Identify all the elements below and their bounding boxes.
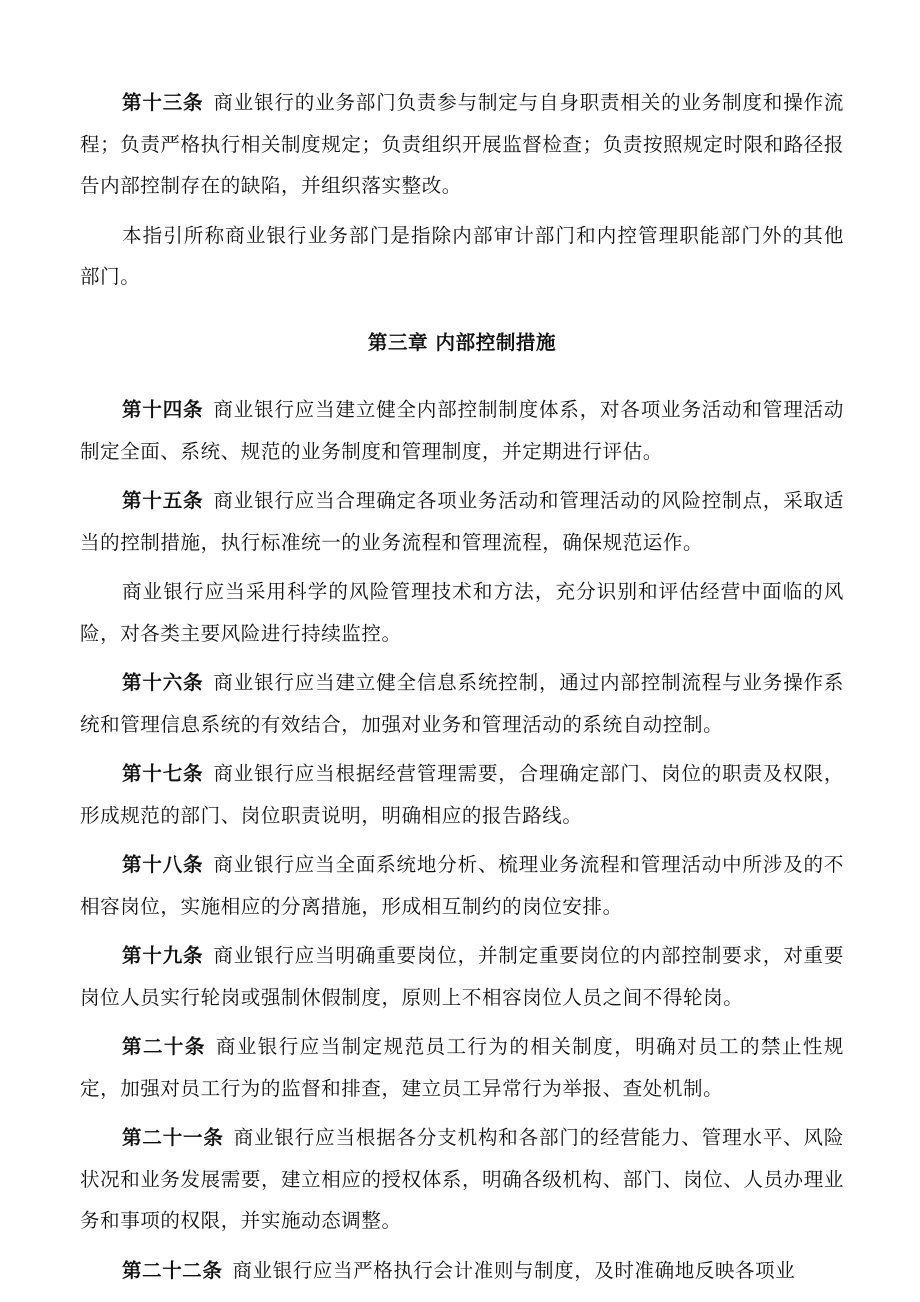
article-20 bbox=[80, 1026, 844, 1109]
article-label: 第十五条 bbox=[122, 489, 204, 512]
paragraph-text: 商业银行应当采用科学的风险管理技术和方法，充分识别和评估经营中面临的风险，对各类主要风险进行持续监控。 bbox=[80, 580, 844, 645]
article-19 bbox=[80, 935, 844, 1018]
article-18 bbox=[80, 844, 844, 927]
article-label: 第十九条 bbox=[122, 944, 204, 967]
article-label: 第十四条 bbox=[122, 398, 204, 421]
article-text: 商业银行应当根据经营管理需要，合理确定部门、岗位的职责及权限，形成规范的部门、岗位职责说明，明确相应的报告路线。 bbox=[80, 762, 844, 827]
article-text: 商业银行应当根据各分支机构和各部门的经营能力、管理水平、风险状况和业务发展需要，建立相应的授权体系，明确各级机构、部门、岗位、人员办理业务和事项的权限，并实施动态调整。 bbox=[80, 1126, 844, 1232]
article-22 bbox=[80, 1250, 844, 1292]
article-14 bbox=[80, 389, 844, 472]
article-17 bbox=[80, 753, 844, 836]
article-text: 商业银行应当明确重要岗位，并制定重要岗位的内部控制要求，对重要岗位人员实行轮岗或强制休假制度，原则上不相容岗位人员之间不得轮岗。 bbox=[80, 944, 844, 1009]
definition-paragraph bbox=[80, 215, 844, 298]
article-label: 第十三条 bbox=[122, 91, 204, 114]
article-text: 商业银行应当合理确定各项业务活动和管理活动的风险控制点，采取适当的控制措施，执行标准统一的业务流程和管理流程，确保规范运作。 bbox=[80, 489, 844, 554]
article-15 bbox=[80, 480, 844, 563]
chapter-heading: 第三章 内部控制措施 bbox=[367, 330, 557, 354]
article-label: 第十八条 bbox=[122, 853, 204, 876]
article-21 bbox=[80, 1117, 844, 1242]
paragraph-text: 本指引所称商业银行业务部门是指除内部审计部门和内控管理职能部门外的其他部门。 bbox=[80, 223, 844, 288]
article-text: 商业银行应当全面系统地分析、梳理业务流程和管理活动中所涉及的不相容岗位，实施相应的分离措施，形成相互制约的岗位安排。 bbox=[80, 853, 844, 918]
article-label: 第十六条 bbox=[122, 671, 204, 694]
article-text: 商业银行应当制定规范员工行为的相关制度，明确对员工的禁止性规定，加强对员工行为的监督和排查，建立员工异常行为举报、查处机制。 bbox=[80, 1035, 844, 1100]
article-text: 商业银行的业务部门负责参与制定与自身职责相关的业务制度和操作流程；负责严格执行相关制度规定；负责组织开展监督检查；负责按照规定时限和路径报告内部控制存在的缺陷，并组织落实整改。 bbox=[80, 91, 844, 197]
article-label: 第二十一条 bbox=[122, 1126, 224, 1149]
article-16 bbox=[80, 662, 844, 745]
article-label: 第十七条 bbox=[122, 762, 204, 785]
article-15-paragraph-2 bbox=[80, 571, 844, 654]
article-text: 商业银行应当建立健全信息系统控制，通过内部控制流程与业务操作系统和管理信息系统的有效结合，加强对业务和管理活动的系统自动控制。 bbox=[80, 671, 844, 736]
article-text: 商业银行应当严格执行会计准则与制度，及时准确地反映各项业 bbox=[232, 1258, 796, 1282]
article-text: 商业银行应当建立健全内部控制制度体系，对各项业务活动和管理活动制定全面、系统、规范的业务制度和管理制度，并定期进行评估。 bbox=[80, 398, 844, 463]
article-label: 第二十二条 bbox=[122, 1258, 223, 1282]
article-label: 第二十条 bbox=[122, 1035, 206, 1058]
article-13 bbox=[80, 82, 844, 207]
